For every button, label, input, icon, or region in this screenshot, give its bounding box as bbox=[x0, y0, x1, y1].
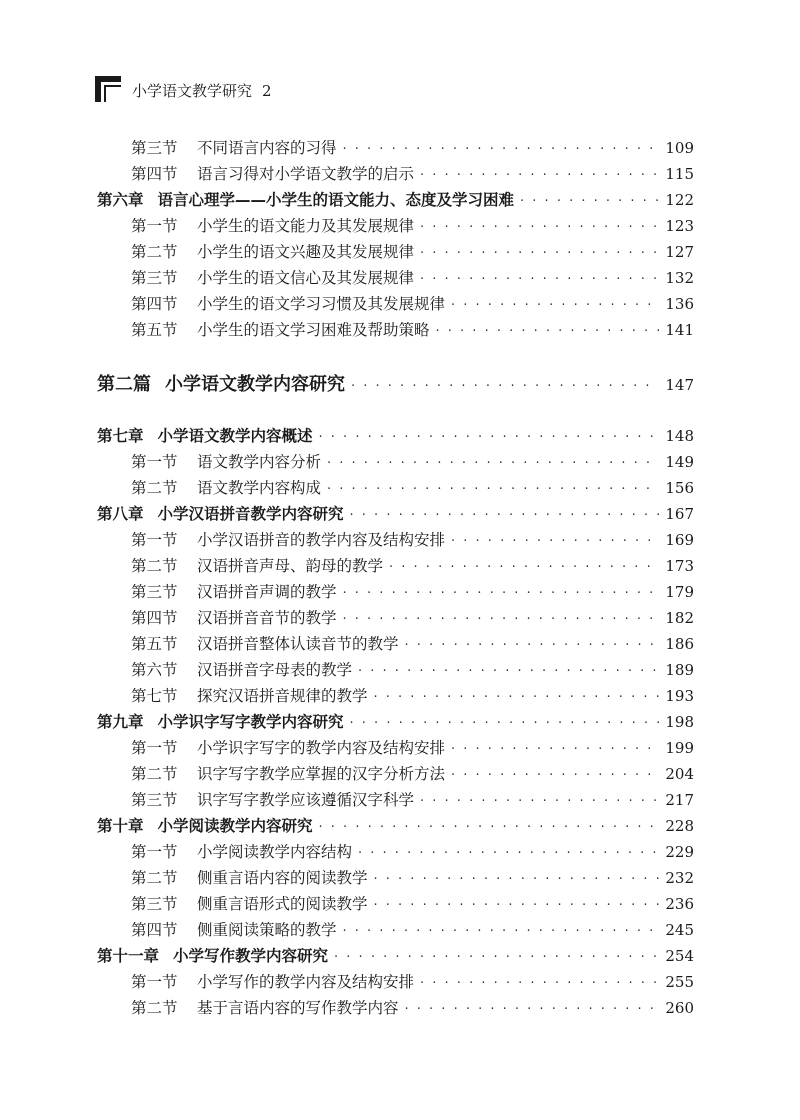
toc-section-title: 汉语拼音字母表的教学 bbox=[197, 661, 353, 679]
toc-section-title: 小学生的语文能力及其发展规律 bbox=[197, 217, 415, 235]
toc-chapter-row bbox=[97, 502, 694, 524]
toc-page-number: 123 bbox=[665, 217, 694, 235]
toc-section-title: 侧重言语内容的阅读教学 bbox=[197, 869, 368, 887]
toc-section-number: 第四节 bbox=[131, 609, 178, 627]
toc-section-number: 第二节 bbox=[131, 479, 178, 497]
toc-chapter-row bbox=[97, 814, 694, 836]
toc-page-number: 232 bbox=[665, 869, 694, 887]
toc-chapter-title: 小学汉语拼音教学内容研究 bbox=[157, 505, 344, 523]
toc-page-number: 229 bbox=[665, 843, 694, 861]
dot-leader bbox=[351, 379, 659, 394]
corner-bracket-icon bbox=[95, 76, 121, 102]
toc-section-row bbox=[131, 292, 694, 314]
dot-leader bbox=[327, 482, 659, 497]
dot-leader bbox=[319, 820, 660, 835]
toc-chapter-number: 第六章 bbox=[97, 191, 144, 209]
toc-section-title: 小学生的语文兴趣及其发展规律 bbox=[197, 243, 415, 261]
toc-page-number: 156 bbox=[665, 479, 694, 497]
toc-section-number: 第五节 bbox=[131, 321, 178, 339]
toc-page-number: 245 bbox=[665, 921, 694, 939]
toc-section-number: 第一节 bbox=[131, 531, 178, 549]
toc-section-row bbox=[131, 266, 694, 288]
toc-section-title: 侧重阅读策略的教学 bbox=[197, 921, 337, 939]
toc-part-number: 第二篇 bbox=[97, 374, 151, 395]
toc-page-number: 179 bbox=[665, 583, 694, 601]
dot-leader bbox=[405, 638, 660, 653]
toc-page-number: 193 bbox=[665, 687, 694, 705]
toc-section-number: 第二节 bbox=[131, 557, 178, 575]
toc-chapter-title: 小学语文教学内容概述 bbox=[157, 427, 313, 445]
toc-section-title: 小学生的语文信心及其发展规律 bbox=[197, 269, 415, 287]
toc-section-number: 第三节 bbox=[131, 139, 178, 157]
toc-section-title: 汉语拼音整体认读音节的教学 bbox=[197, 635, 399, 653]
toc-page-number: 189 bbox=[665, 661, 694, 679]
toc-section-row bbox=[131, 632, 694, 654]
toc-section-row bbox=[131, 970, 694, 992]
dot-leader bbox=[420, 976, 659, 991]
dot-leader bbox=[389, 560, 659, 575]
toc-section-number: 第四节 bbox=[131, 295, 178, 313]
toc-chapter-number: 第十一章 bbox=[97, 947, 160, 965]
toc-page-number: 148 bbox=[665, 427, 694, 445]
toc-section-title: 不同语言内容的习得 bbox=[197, 139, 337, 157]
toc-section-title: 小学阅读教学内容结构 bbox=[197, 843, 353, 861]
dot-leader bbox=[405, 1002, 660, 1017]
dot-leader bbox=[334, 950, 659, 965]
running-title bbox=[132, 80, 272, 101]
dot-leader bbox=[343, 586, 660, 601]
toc-section-title: 语文教学内容分析 bbox=[197, 453, 322, 471]
dot-leader bbox=[343, 924, 660, 939]
dot-leader bbox=[520, 194, 659, 209]
toc-section-number: 第四节 bbox=[131, 165, 178, 183]
dot-leader bbox=[343, 612, 660, 627]
toc-section-number: 第一节 bbox=[131, 453, 178, 471]
toc-section-number: 第二节 bbox=[131, 243, 178, 261]
toc-section-row bbox=[131, 240, 694, 262]
toc-section-number: 第五节 bbox=[131, 635, 178, 653]
toc-chapter-number: 第九章 bbox=[97, 713, 144, 731]
dot-leader bbox=[451, 298, 659, 313]
dot-leader bbox=[374, 872, 660, 887]
toc-section-number: 第一节 bbox=[131, 217, 178, 235]
toc-page-number: 149 bbox=[665, 453, 694, 471]
toc-page-number: 254 bbox=[665, 947, 694, 965]
toc-part-row bbox=[97, 370, 694, 396]
toc-section-row bbox=[131, 762, 694, 784]
toc-section-title: 汉语拼音声调的教学 bbox=[197, 583, 337, 601]
dot-leader bbox=[374, 690, 660, 705]
toc-section-title: 识字写字教学应掌握的汉字分析方法 bbox=[197, 765, 446, 783]
toc-section-row bbox=[131, 866, 694, 888]
toc-section-row bbox=[131, 684, 694, 706]
toc-page-number: 147 bbox=[665, 376, 694, 394]
toc-section-number: 第三节 bbox=[131, 269, 178, 287]
dot-leader bbox=[420, 220, 659, 235]
toc-section-row bbox=[131, 840, 694, 862]
toc-page-number: 169 bbox=[665, 531, 694, 549]
toc-page-number: 136 bbox=[665, 295, 694, 313]
dot-leader bbox=[420, 168, 659, 183]
toc-page-number: 182 bbox=[665, 609, 694, 627]
toc-section-number: 第三节 bbox=[131, 895, 178, 913]
toc-chapter-number: 第七章 bbox=[97, 427, 144, 445]
toc-chapter-row bbox=[97, 424, 694, 446]
toc-chapter-title: 语言心理学——小学生的语文能力、态度及学习困难 bbox=[157, 191, 515, 209]
toc-section-title: 识字写字教学应该遵循汉字科学 bbox=[197, 791, 415, 809]
toc-page-number: 141 bbox=[665, 321, 694, 339]
toc-section-row bbox=[131, 214, 694, 236]
toc-section-title: 小学生的语文学习习惯及其发展规律 bbox=[197, 295, 446, 313]
toc-chapter-row bbox=[97, 944, 694, 966]
dot-leader bbox=[451, 534, 659, 549]
toc-section-title: 小学识字写字的教学内容及结构安排 bbox=[197, 739, 446, 757]
toc-section-number: 第二节 bbox=[131, 999, 178, 1017]
toc-page-number: 173 bbox=[665, 557, 694, 575]
dot-leader bbox=[350, 508, 660, 523]
toc-section-row bbox=[131, 996, 694, 1018]
dot-leader bbox=[319, 430, 660, 445]
toc-page-number: 255 bbox=[665, 973, 694, 991]
toc-section-number: 第一节 bbox=[131, 843, 178, 861]
toc-section-row bbox=[131, 580, 694, 602]
toc-section-row bbox=[131, 918, 694, 940]
toc-section-title: 侧重言语形式的阅读教学 bbox=[197, 895, 368, 913]
dot-leader bbox=[327, 456, 659, 471]
toc-section-number: 第六节 bbox=[131, 661, 178, 679]
toc-page-number: 204 bbox=[665, 765, 694, 783]
toc-page-number: 109 bbox=[665, 139, 694, 157]
toc-section-number: 第二节 bbox=[131, 765, 178, 783]
toc-page-number: 132 bbox=[665, 269, 694, 287]
toc-section-title: 语言习得对小学语文教学的启示 bbox=[197, 165, 415, 183]
page-number: 2 bbox=[262, 82, 272, 100]
toc-section-number: 第三节 bbox=[131, 791, 178, 809]
toc-section-number: 第一节 bbox=[131, 739, 178, 757]
toc-page-number: 217 bbox=[665, 791, 694, 809]
dot-leader bbox=[350, 716, 660, 731]
toc-section-title: 小学写作的教学内容及结构安排 bbox=[197, 973, 415, 991]
toc-page-number: 236 bbox=[665, 895, 694, 913]
dot-leader bbox=[374, 898, 660, 913]
toc-section-row bbox=[131, 554, 694, 576]
toc-section-row bbox=[131, 136, 694, 158]
dot-leader bbox=[358, 846, 659, 861]
toc-section-row bbox=[131, 788, 694, 810]
dot-leader bbox=[436, 324, 660, 339]
dot-leader bbox=[451, 768, 659, 783]
book-title: 小学语文教学研究 bbox=[132, 82, 253, 100]
toc-section-number: 第一节 bbox=[131, 973, 178, 991]
toc-section-title: 汉语拼音声母、韵母的教学 bbox=[197, 557, 384, 575]
dot-leader bbox=[420, 794, 659, 809]
toc-page-number: 228 bbox=[665, 817, 694, 835]
toc-chapter-row bbox=[97, 188, 694, 210]
toc-section-row bbox=[131, 450, 694, 472]
toc-section-row bbox=[131, 318, 694, 340]
toc-section-row bbox=[131, 658, 694, 680]
toc-section-title: 小学汉语拼音的教学内容及结构安排 bbox=[197, 531, 446, 549]
toc-section-row bbox=[131, 476, 694, 498]
toc-chapter-title: 小学写作教学内容研究 bbox=[173, 947, 329, 965]
toc-section-number: 第七节 bbox=[131, 687, 178, 705]
toc-section-row bbox=[131, 736, 694, 758]
toc-section-row bbox=[131, 528, 694, 550]
toc-part-title: 小学语文教学内容研究 bbox=[165, 374, 345, 395]
dot-leader bbox=[420, 272, 659, 287]
toc-section-row bbox=[131, 162, 694, 184]
toc-section-title: 语文教学内容构成 bbox=[197, 479, 322, 497]
toc-chapter-number: 第八章 bbox=[97, 505, 144, 523]
toc-section-title: 汉语拼音音节的教学 bbox=[197, 609, 337, 627]
dot-leader bbox=[451, 742, 659, 757]
toc-section-row bbox=[131, 606, 694, 628]
toc-chapter-number: 第十章 bbox=[97, 817, 144, 835]
toc-section-title: 小学生的语文学习困难及帮助策略 bbox=[197, 321, 430, 339]
toc-page-number: 199 bbox=[665, 739, 694, 757]
toc-page-number: 186 bbox=[665, 635, 694, 653]
toc-section-title: 基于言语内容的写作教学内容 bbox=[197, 999, 399, 1017]
toc-page-number: 115 bbox=[665, 165, 694, 183]
toc-page-number: 167 bbox=[665, 505, 694, 523]
running-header bbox=[95, 76, 715, 102]
dot-leader bbox=[343, 142, 660, 157]
toc-page-number: 127 bbox=[665, 243, 694, 261]
dot-leader bbox=[420, 246, 659, 261]
toc-section-number: 第三节 bbox=[131, 583, 178, 601]
toc-section-number: 第二节 bbox=[131, 869, 178, 887]
toc-chapter-row bbox=[97, 710, 694, 732]
toc-chapter-title: 小学阅读教学内容研究 bbox=[157, 817, 313, 835]
dot-leader bbox=[358, 664, 659, 679]
toc-page-number: 260 bbox=[665, 999, 694, 1017]
toc-section-row bbox=[131, 892, 694, 914]
toc-section-title: 探究汉语拼音规律的教学 bbox=[197, 687, 368, 705]
toc-chapter-title: 小学识字写字教学内容研究 bbox=[157, 713, 344, 731]
toc-page-number: 122 bbox=[665, 191, 694, 209]
toc-section-number: 第四节 bbox=[131, 921, 178, 939]
toc-page-number: 198 bbox=[665, 713, 694, 731]
